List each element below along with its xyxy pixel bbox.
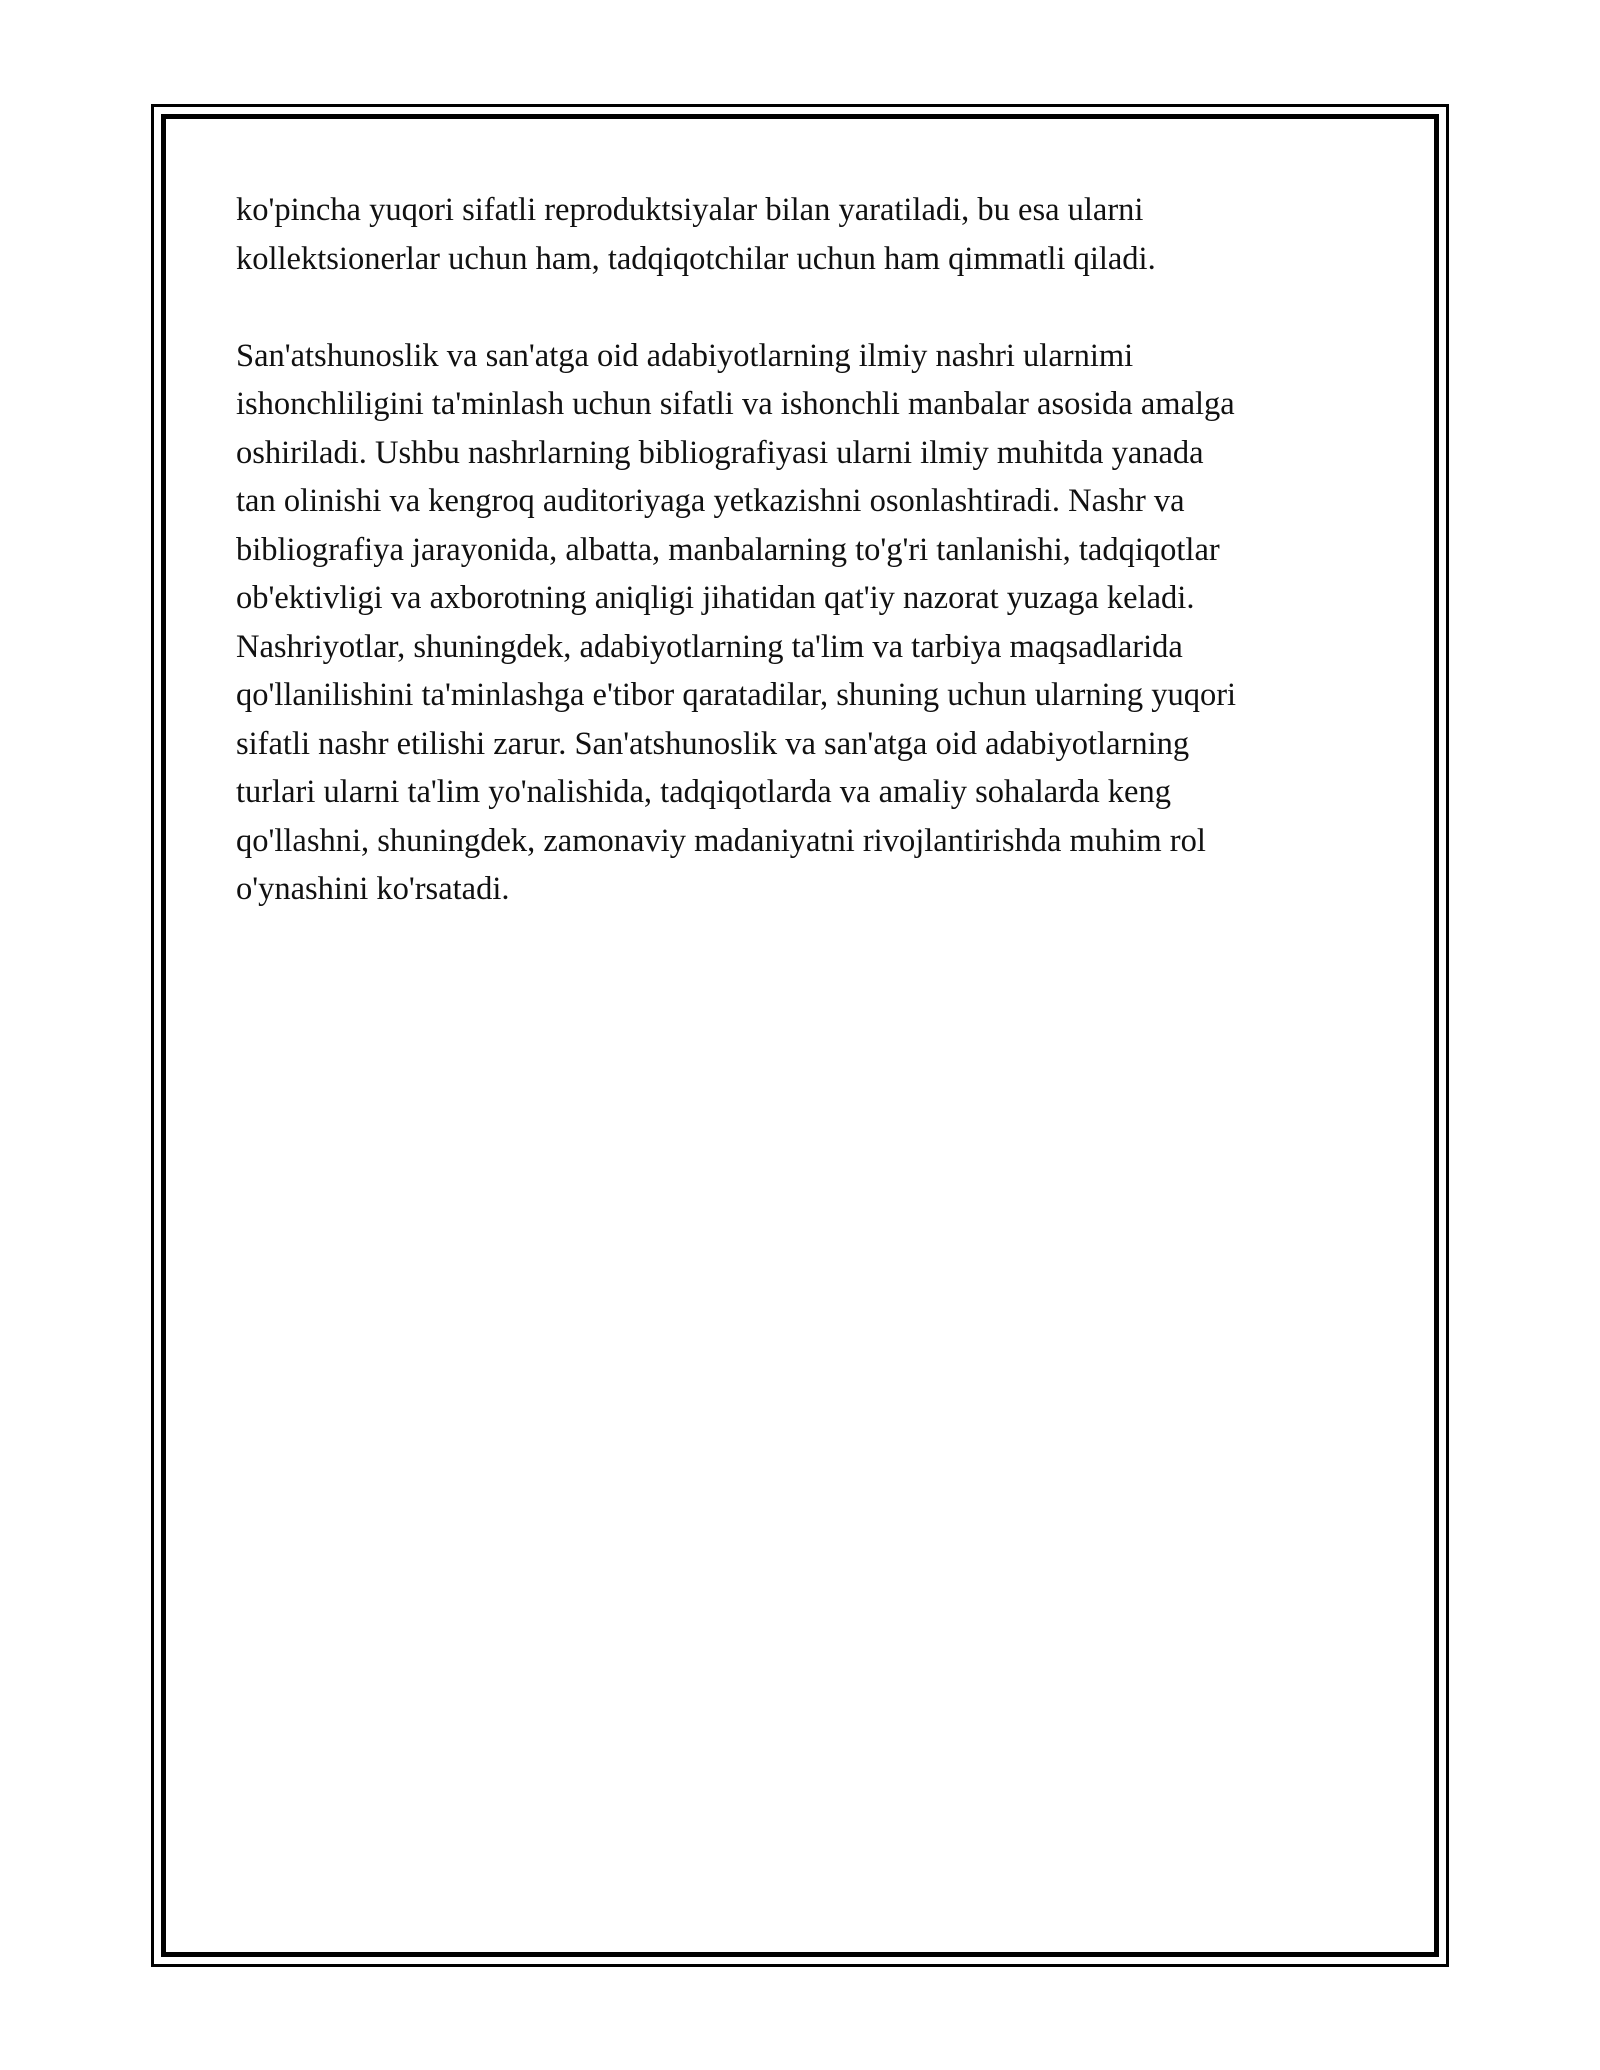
text-line: qo'llanilishini ta'minlashga e'tibor qaratadilar, shuning uchun ularning yuqori: [236, 677, 1237, 713]
paragraph-1: [236, 186, 1396, 283]
document-body: [236, 186, 1396, 914]
paragraph-2: [236, 332, 1396, 914]
text-line: ko'pincha yuqori sifatli reproduktsiyalar bilan yaratiladi, bu esa ularni: [236, 192, 1144, 228]
text-line: San'atshunoslik va san'atga oid adabiyotlarning ilmiy nashri ularnimi: [236, 337, 1134, 374]
text-line: turlari ularni ta'lim yo'nalishida, tadqiqotlarda va amaliy sohalarda keng: [236, 774, 1171, 810]
text-line: sifatli nashr etilishi zarur. San'atshunoslik va san'atga oid adabiyotlarning: [236, 725, 1190, 762]
text-line: Nashriyotlar, shuningdek, adabiyotlarning ta'lim va tarbiya maqsadlarida: [236, 628, 1183, 665]
text-line: ob'ektivligi va axborotning aniqligi jihatidan qat'iy nazorat yuzaga keladi.: [236, 580, 1195, 616]
text-line: oshiriladi. Ushbu nashrlarning bibliografiyasi ularni ilmiy muhitda yanada: [236, 434, 1204, 471]
text-line: qo'llashni, shuningdek, zamonaviy madaniyatni rivojlantirishda muhim rol: [236, 822, 1206, 859]
text-line: bibliografiya jarayonida, albatta, manbalarning to'g'ri tanlanishi, tadqiqotlar: [236, 531, 1220, 568]
text-line: kollektsionerlar uchun ham, tadqiqotchilar uchun ham qimmatli qiladi.: [236, 240, 1156, 277]
text-line: o'ynashini ko'rsatadi.: [236, 871, 510, 907]
text-line: tan olinishi va kengroq auditoriyaga yetkazishni osonlashtiradi. Nashr va: [236, 483, 1185, 519]
text-line: ishonchliligini ta'minlash uchun sifatli va ishonchli manbalar asosida amalga: [236, 386, 1235, 422]
